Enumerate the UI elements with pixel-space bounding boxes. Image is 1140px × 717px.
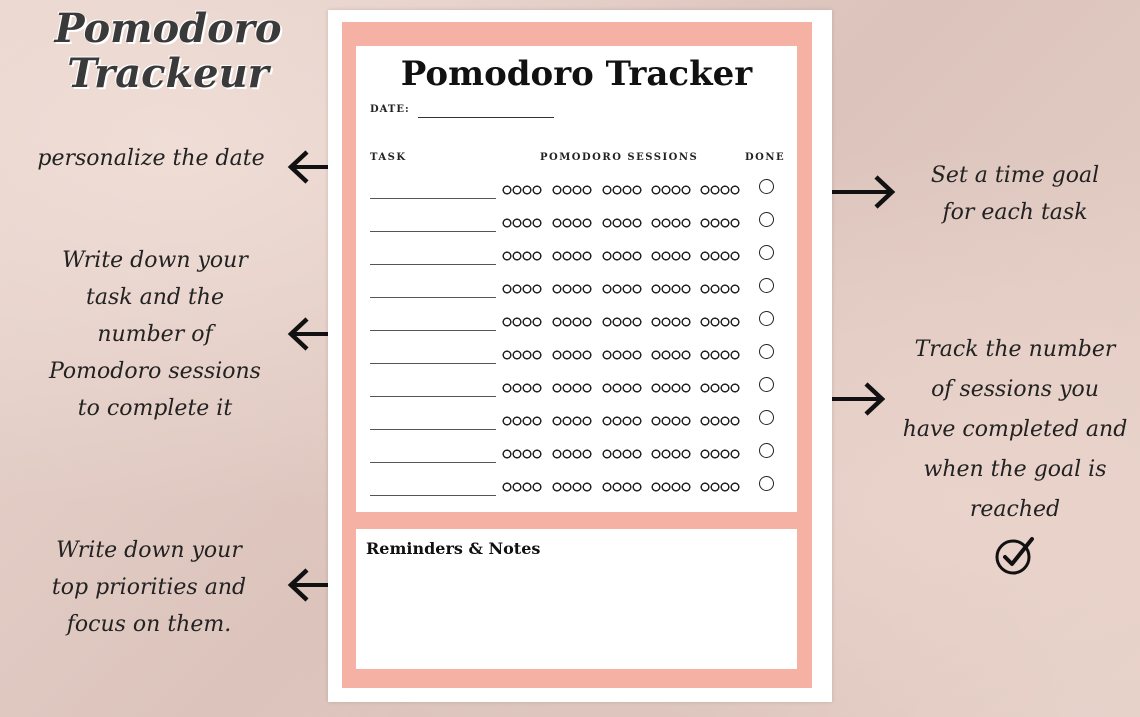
table-row (356, 176, 797, 206)
pomodoro-session-icon[interactable] (651, 448, 691, 460)
done-checkbox[interactable] (759, 311, 774, 326)
date-field[interactable] (418, 117, 554, 118)
date-label: DATE: (370, 104, 410, 115)
pomodoro-session-icon[interactable] (651, 415, 691, 427)
table-row (356, 473, 797, 503)
pomodoro-session-icon[interactable] (602, 283, 642, 295)
notes-panel (356, 529, 797, 669)
pomodoro-session-icon[interactable] (700, 448, 740, 460)
pomodoro-session-icon[interactable] (651, 283, 691, 295)
pomodoro-session-icon[interactable] (602, 448, 642, 460)
tracker-title: Pomodoro Tracker (400, 54, 753, 94)
pomodoro-session-icon[interactable] (502, 250, 542, 262)
pomodoro-session-icon[interactable] (602, 316, 642, 328)
pomodoro-session-icon[interactable] (502, 316, 542, 328)
check-circle-icon (994, 533, 1036, 577)
pomodoro-session-icon[interactable] (502, 217, 542, 229)
pomodoro-session-icon[interactable] (651, 382, 691, 394)
pomodoro-session-icon[interactable] (552, 217, 592, 229)
pomodoro-session-icon[interactable] (552, 316, 592, 328)
task-field[interactable] (370, 297, 496, 298)
pomodoro-session-icon[interactable] (700, 481, 740, 493)
pomodoro-session-icon[interactable] (700, 316, 740, 328)
pomodoro-session-icon[interactable] (602, 250, 642, 262)
notes-title: Reminders & Notes (366, 539, 541, 558)
task-field[interactable] (370, 396, 496, 397)
done-checkbox[interactable] (759, 179, 774, 194)
pomodoro-session-icon[interactable] (602, 349, 642, 361)
done-checkbox[interactable] (759, 245, 774, 260)
annotation-track: Track the number of sessions you have completed and when the goal is reached (902, 337, 1128, 522)
column-sessions: POMODORO SESSIONS (540, 152, 699, 163)
pomodoro-session-icon[interactable] (502, 415, 542, 427)
pomodoro-session-icon[interactable] (502, 481, 542, 493)
pomodoro-session-icon[interactable] (700, 283, 740, 295)
pomodoro-session-icon[interactable] (651, 184, 691, 196)
task-field[interactable] (370, 495, 496, 496)
pomodoro-session-icon[interactable] (552, 184, 592, 196)
table-row (356, 440, 797, 470)
pomodoro-session-icon[interactable] (651, 250, 691, 262)
pomodoro-session-icon[interactable] (602, 415, 642, 427)
pomodoro-session-icon[interactable] (651, 481, 691, 493)
pomodoro-session-icon[interactable] (651, 349, 691, 361)
done-checkbox[interactable] (759, 443, 774, 458)
table-row (356, 275, 797, 305)
annotation-priorities: Write down your top priorities and focus on them. (51, 538, 247, 637)
table-row (356, 407, 797, 437)
pomodoro-session-icon[interactable] (552, 250, 592, 262)
task-field[interactable] (370, 429, 496, 430)
task-field[interactable] (370, 264, 496, 265)
pomodoro-session-icon[interactable] (502, 448, 542, 460)
done-checkbox[interactable] (759, 377, 774, 392)
pomodoro-session-icon[interactable] (552, 349, 592, 361)
task-field[interactable] (370, 330, 496, 331)
task-field[interactable] (370, 363, 496, 364)
pomodoro-session-icon[interactable] (502, 283, 542, 295)
pomodoro-session-icon[interactable] (502, 382, 542, 394)
page-title: Pomodoro Trackeur (54, 5, 282, 97)
table-row (356, 374, 797, 404)
annotation-date: personalize the date (37, 146, 265, 171)
table-row (356, 242, 797, 272)
done-checkbox[interactable] (759, 476, 774, 491)
pomodoro-session-icon[interactable] (552, 382, 592, 394)
table-row (356, 209, 797, 239)
pomodoro-session-icon[interactable] (552, 415, 592, 427)
done-checkbox[interactable] (759, 410, 774, 425)
pomodoro-session-icon[interactable] (552, 283, 592, 295)
done-checkbox[interactable] (759, 212, 774, 227)
pomodoro-session-icon[interactable] (602, 217, 642, 229)
annotation-goal: Set a time goal for each task (930, 163, 1100, 225)
pomodoro-session-icon[interactable] (602, 481, 642, 493)
task-field[interactable] (370, 462, 496, 463)
pomodoro-session-icon[interactable] (700, 250, 740, 262)
pomodoro-session-icon[interactable] (700, 184, 740, 196)
task-field[interactable] (370, 231, 496, 232)
pomodoro-session-icon[interactable] (700, 217, 740, 229)
pomodoro-session-icon[interactable] (602, 184, 642, 196)
pomodoro-session-icon[interactable] (700, 382, 740, 394)
done-checkbox[interactable] (759, 278, 774, 293)
pomodoro-session-icon[interactable] (700, 415, 740, 427)
tracker-panel (356, 46, 797, 512)
pomodoro-session-icon[interactable] (502, 349, 542, 361)
column-done: DONE (745, 152, 786, 163)
pomodoro-session-icon[interactable] (651, 316, 691, 328)
task-field[interactable] (370, 198, 496, 199)
pomodoro-session-icon[interactable] (552, 448, 592, 460)
column-task: TASK (370, 152, 407, 163)
table-row (356, 308, 797, 338)
annotation-tasks: Write down your task and the number of Pomodoro sessions to complete it (49, 248, 261, 421)
pomodoro-session-icon[interactable] (502, 184, 542, 196)
pomodoro-session-icon[interactable] (552, 481, 592, 493)
pomodoro-session-icon[interactable] (602, 382, 642, 394)
pomodoro-session-icon[interactable] (651, 217, 691, 229)
table-row (356, 341, 797, 371)
pomodoro-session-icon[interactable] (700, 349, 740, 361)
done-checkbox[interactable] (759, 344, 774, 359)
